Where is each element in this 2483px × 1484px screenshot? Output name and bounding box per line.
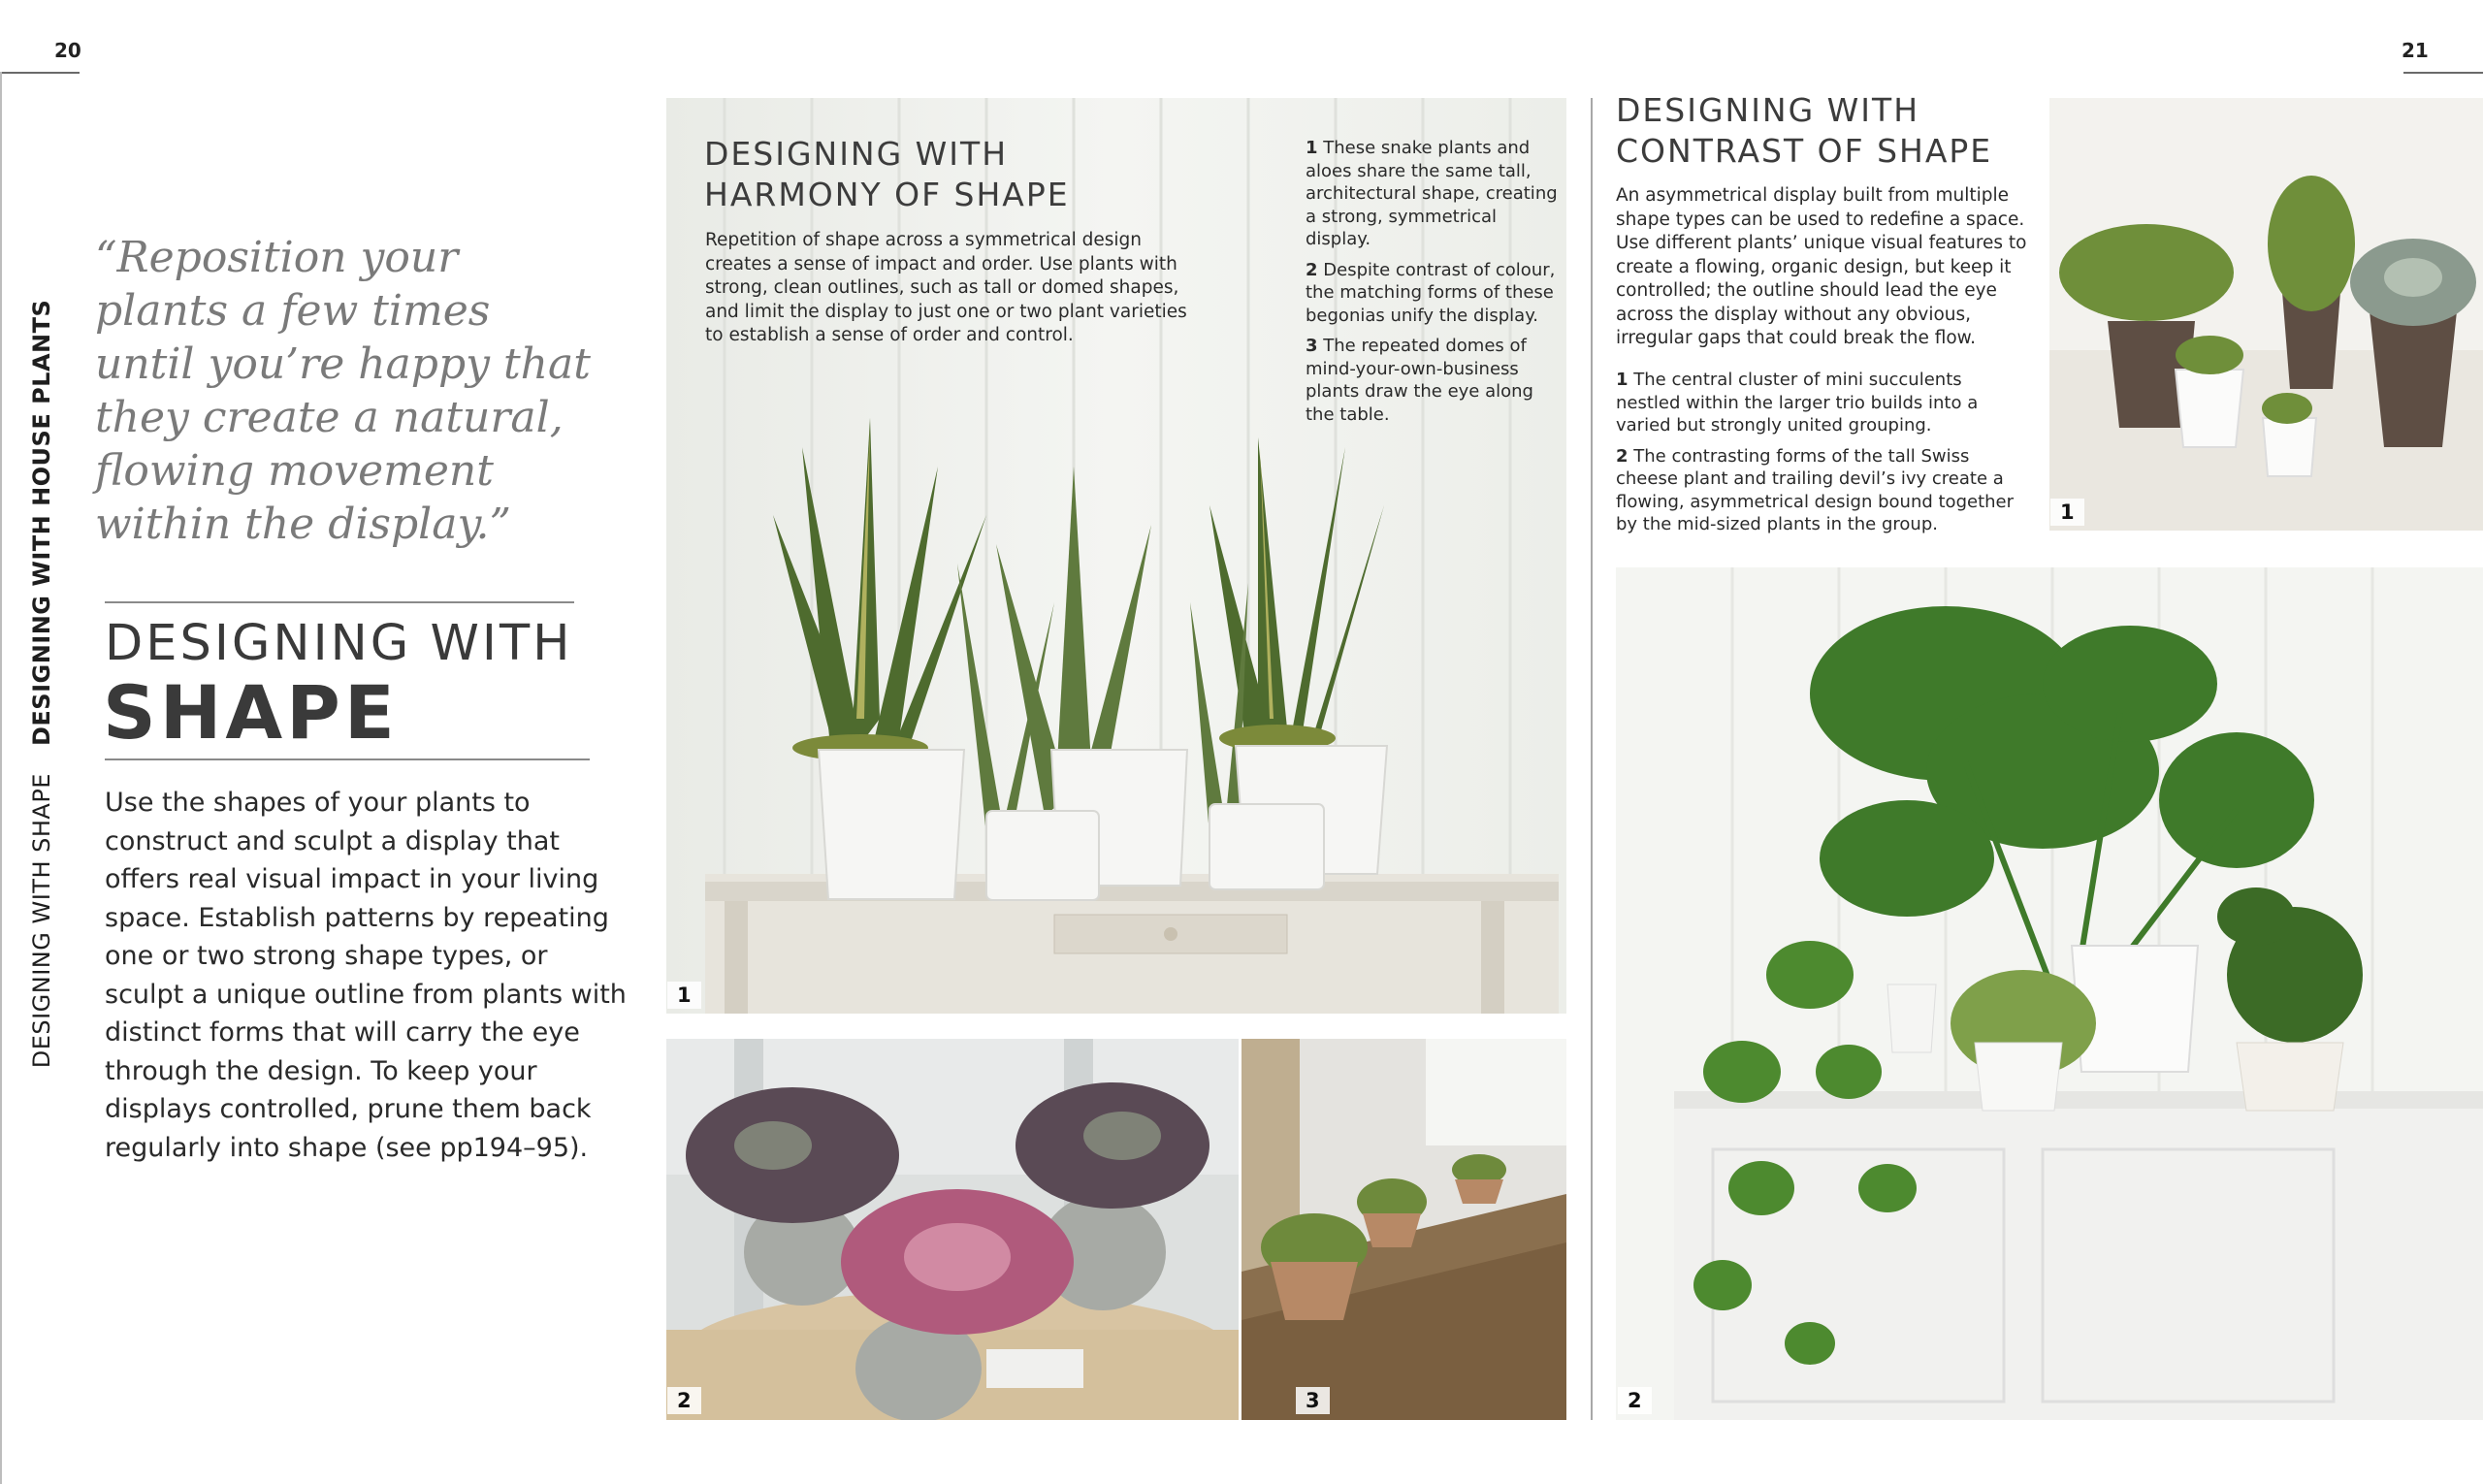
caption-text: These snake plants and aloes share the same tall, architectural shape, creating a strong, symmetrical display. <box>1306 138 1558 249</box>
intro-paragraph: Use the shapes of your plants to construct and sculpt a display that offers real visual impact in your living space. Establish patterns by repeating one or two strong shape types, or sculpt a unique outline from plants with distinct forms that will carry the eye through the design. To keep your displays controlled, prune them back regularly into shape (see pp194–95). <box>105 788 627 1163</box>
caption-text: The central cluster of mini succulents nestled within the larger trio builds into a varied but strongly united grouping. <box>1616 370 1979 436</box>
title-rule-top <box>105 601 574 603</box>
section-title-line1: DESIGNING WITH <box>105 615 573 672</box>
photo-label-harmony-1: 1 <box>667 982 701 1009</box>
photo-begonias <box>666 1039 1239 1420</box>
sidebar-subsection: DESIGNING WITH SHAPE <box>28 773 55 1069</box>
harmony-captions <box>1306 137 1560 434</box>
photo-monstera <box>1616 567 2483 1420</box>
photo-label-contrast-1: 1 <box>2050 499 2084 526</box>
caption-text: Despite contrast of colour, the matching forms of these begonias unify the display. <box>1306 259 1556 326</box>
harmony-heading-line2: HARMONY OF SHAPE <box>704 176 1070 213</box>
contrast-heading-line1: DESIGNING WITH <box>1616 91 1920 129</box>
contrast-heading <box>1616 90 1992 172</box>
top-rule-right <box>2403 72 2483 74</box>
monstera-illustration <box>1616 567 2483 1420</box>
contrast-captions <box>1616 369 2028 544</box>
begonias-illustration <box>666 1039 1239 1420</box>
succulents-illustration <box>2049 98 2483 531</box>
contrast-caption-1 <box>1616 369 2028 437</box>
top-rule-left <box>0 72 80 74</box>
contrast-heading-line2: CONTRAST OF SHAPE <box>1616 132 1993 170</box>
harmony-heading-line1: DESIGNING WITH <box>704 135 1009 173</box>
caption-text: The repeated domes of mind-your-own-business plants draw the eye along the table. <box>1306 336 1533 425</box>
title-rule-bottom <box>105 758 590 760</box>
contrast-body: An asymmetrical display built from multiple shape types can be used to redefine a space. Use different plants’ unique visual features to create a flowing, organic design, but keep it controlled; the outline should lead the eye across the display without any obvious, irregular gaps that could break the flow. <box>1616 185 2027 348</box>
harmony-caption-2 <box>1306 259 1560 328</box>
left-margin-rule <box>0 72 2 1484</box>
contrast-caption-2 <box>1616 445 2028 536</box>
photo-label-contrast-2: 2 <box>1618 1387 1652 1414</box>
photo-succulents <box>2049 98 2483 531</box>
harmony-caption-1 <box>1306 137 1560 251</box>
harmony-caption-3 <box>1306 335 1560 426</box>
pull-quote: “Reposition your plants a few times until you’re happy that they create a natural, flowing movement within the display.” <box>95 233 591 549</box>
harmony-heading <box>704 134 1070 215</box>
caption-number: 2 <box>1616 445 1628 467</box>
caption-text: The contrasting forms of the tall Swiss cheese plant and trailing devil’s ivy create a flowing, asymmetrical design bound together by the mid-sized plants in the group. <box>1616 445 2015 534</box>
caption-number: 2 <box>1306 259 1318 280</box>
caption-number: 1 <box>1616 370 1628 390</box>
page-number-left: 20 <box>54 39 81 62</box>
sidebar-running-head <box>25 299 58 1069</box>
spread-divider <box>1591 98 1593 1420</box>
sidebar-section: DESIGNING WITH HOUSE PLANTS <box>28 299 55 747</box>
photo-moss-domes <box>1242 1039 1566 1420</box>
caption-number: 1 <box>1306 138 1318 158</box>
page-number-right: 21 <box>2402 39 2429 62</box>
section-title-line2: SHAPE <box>103 669 399 756</box>
moss-domes-illustration <box>1242 1039 1566 1420</box>
photo-label-harmony-3: 3 <box>1296 1387 1330 1414</box>
photo-label-harmony-2: 2 <box>667 1387 701 1414</box>
harmony-body: Repetition of shape across a symmetrical design creates a sense of impact and order. Use plants with strong, clean outlines, such as tall or domed shapes, and limit the display to just one or two plant varieties to establish a sense of order and control. <box>705 230 1187 345</box>
caption-number: 3 <box>1306 336 1318 356</box>
